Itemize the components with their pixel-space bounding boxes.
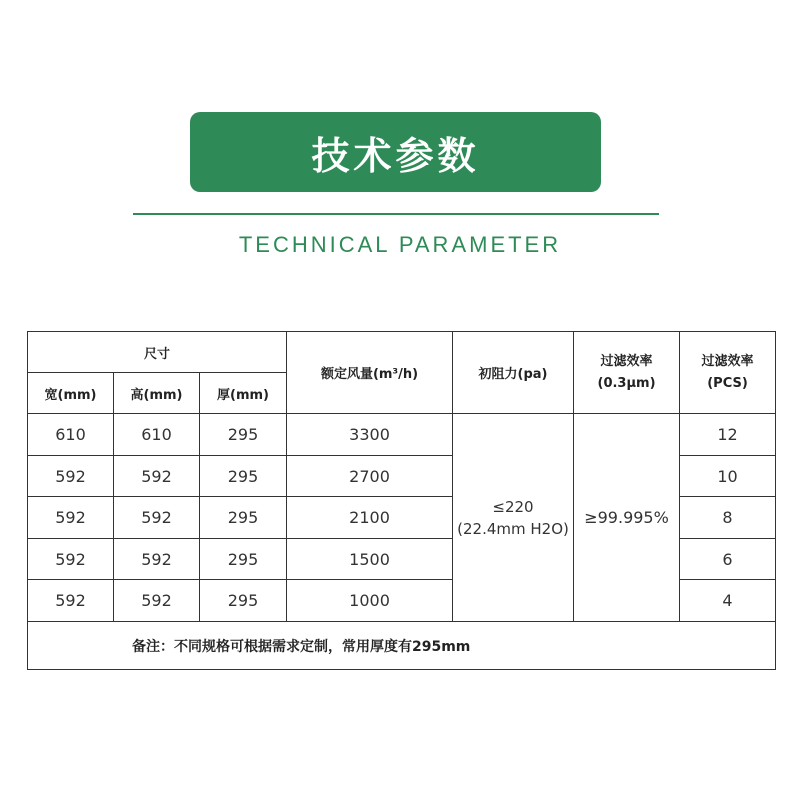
pcs-header-line2: (PCS) xyxy=(707,375,748,391)
pcs-cell: 10 xyxy=(680,456,776,497)
width-cell: 592 xyxy=(28,539,114,580)
height-cell: 592 xyxy=(114,456,200,497)
height-cell: 592 xyxy=(114,580,200,622)
spec-table xyxy=(27,331,776,670)
airflow-cell: 1000 xyxy=(287,580,453,622)
table-row xyxy=(28,414,776,456)
depth-cell: 295 xyxy=(200,580,287,622)
resistance-cell xyxy=(453,414,574,622)
width-cell: 592 xyxy=(28,580,114,622)
width-header: 宽(mm) xyxy=(28,373,114,414)
depth-cell: 295 xyxy=(200,497,287,539)
efficiency-header xyxy=(574,332,680,414)
pcs-header-line1: 过滤效率 xyxy=(701,353,754,369)
resistance-value: ≤220 xyxy=(492,497,534,516)
depth-header: 厚(mm) xyxy=(200,373,287,414)
title-banner xyxy=(190,112,601,192)
efficiency-cell: ≥99.995% xyxy=(574,414,680,622)
height-header: 高(mm) xyxy=(114,373,200,414)
airflow-cell: 2100 xyxy=(287,497,453,539)
height-cell: 610 xyxy=(114,414,200,456)
efficiency-header-line2: (0.3μm) xyxy=(597,375,656,391)
pcs-header xyxy=(680,332,776,414)
resistance-water: (22.4mm H2O) xyxy=(457,519,569,538)
width-cell: 592 xyxy=(28,497,114,539)
airflow-cell: 2700 xyxy=(287,456,453,497)
pcs-cell: 8 xyxy=(680,497,776,539)
pcs-cell: 6 xyxy=(680,539,776,580)
divider xyxy=(133,213,659,215)
width-cell: 592 xyxy=(28,456,114,497)
page-subtitle: TECHNICAL PARAMETER xyxy=(238,232,562,257)
airflow-cell: 3300 xyxy=(287,414,453,456)
page-title: 技术参数 xyxy=(311,133,480,178)
depth-cell: 295 xyxy=(200,456,287,497)
resistance-header: 初阻力(pa) xyxy=(453,332,574,414)
depth-cell: 295 xyxy=(200,414,287,456)
airflow-cell: 1500 xyxy=(287,539,453,580)
pcs-cell: 4 xyxy=(680,580,776,622)
airflow-header: 额定风量(m³/h) xyxy=(287,332,453,414)
table-note: 备注：不同规格可根据需求定制，常用厚度有295mm xyxy=(28,622,776,670)
efficiency-header-line1: 过滤效率 xyxy=(600,353,653,369)
pcs-cell: 12 xyxy=(680,414,776,456)
width-cell: 610 xyxy=(28,414,114,456)
height-cell: 592 xyxy=(114,539,200,580)
height-cell: 592 xyxy=(114,497,200,539)
size-group-header: 尺寸 xyxy=(28,332,287,373)
depth-cell: 295 xyxy=(200,539,287,580)
